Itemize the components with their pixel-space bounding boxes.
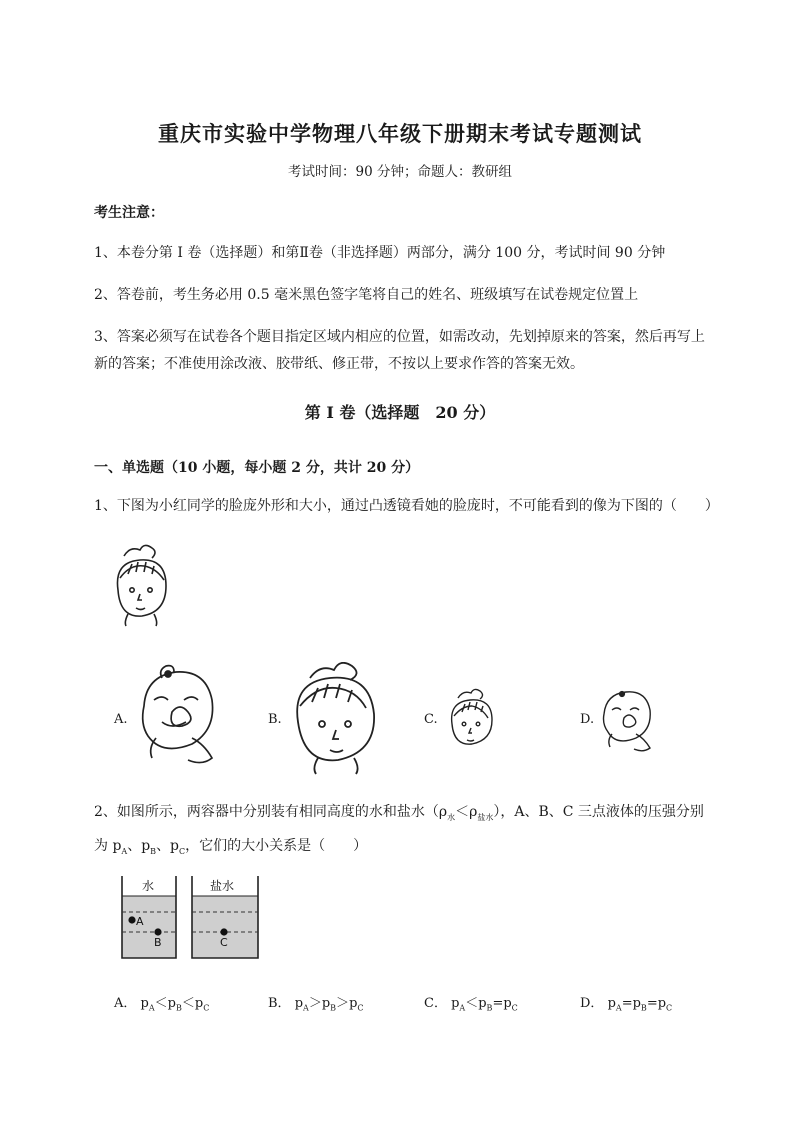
section-title: 第 I 卷（选择题 20 分） [304, 403, 496, 422]
page-title: 重庆市实验中学物理八年级下册期末考试专题测试 [158, 121, 642, 146]
q1-option-a-label: A. [114, 712, 128, 727]
question-1-text: 1、下图为小红同学的脸庞外形和大小，通过凸透镜看她的脸庞时，不可能看到的像为下图的（ ） [94, 498, 719, 514]
face-original-figure [106, 544, 176, 630]
water-fill [122, 896, 176, 958]
face-option-b-figure [288, 662, 388, 776]
point-b-label: B [154, 936, 162, 949]
notice-item-2: 2、答卷前，考生务必用 0.5 毫米黑色签字笔将自己的姓名、班级填写在试卷规定位置上 [94, 287, 639, 303]
notice-item-1: 1、本卷分第 I 卷（选择题）和第Ⅱ卷（非选择题）两部分，满分 100 分，考试时间 90 分钟 [94, 245, 666, 261]
containers-figure [118, 874, 264, 964]
point-c-dot [220, 928, 227, 935]
question-2-text: 2、如图所示，两容器中分别装有相同高度的水和盐水$(\rho_水<\rho_{盐水})$，A、B、C 三点液体的压强分别 为 $p_A$、$p_B$、$p_C$，它们的大小关系是（ ） [94, 804, 704, 856]
q2-option-d: D． $p_A=p_B=p_C$ [580, 996, 673, 1013]
face-option-d-figure [596, 684, 658, 756]
notice-heading: 考生注意： [94, 205, 164, 221]
notice-item-3: 3、答案必须写在试卷各个题目指定区域内相应的位置，如需改动，先划掉原来的答案，然后再写上新的答案；不准使用涂改液、胶带纸、修正带，不按以上要求作答的答案无效。 [94, 329, 705, 372]
q1-option-b-label: B. [268, 712, 282, 727]
exam-info: 考试时间：90 分钟；命题人：教研组 [288, 164, 512, 180]
point-a-dot [128, 916, 135, 923]
face-option-a-figure [132, 660, 222, 772]
q2-option-c: C． $p_A<p_B=p_C$ [424, 996, 518, 1013]
water-label: 水 [142, 879, 155, 893]
q1-option-c-label: C. [424, 712, 438, 727]
point-b-dot [154, 928, 161, 935]
q2-option-b: B． $p_A>p_B>p_C$ [268, 996, 364, 1013]
q1-option-d-label: D. [580, 712, 595, 727]
point-c-label: C [220, 936, 228, 949]
brine-label: 盐水 [210, 879, 235, 893]
q2-option-a: A． $p_A<p_B<p_C$ [114, 996, 210, 1013]
face-option-c-figure [444, 688, 500, 756]
part-title: 一、单选题（10 小题，每小题 2 分，共计 20 分） [94, 460, 420, 476]
point-a-label: A [136, 915, 144, 928]
